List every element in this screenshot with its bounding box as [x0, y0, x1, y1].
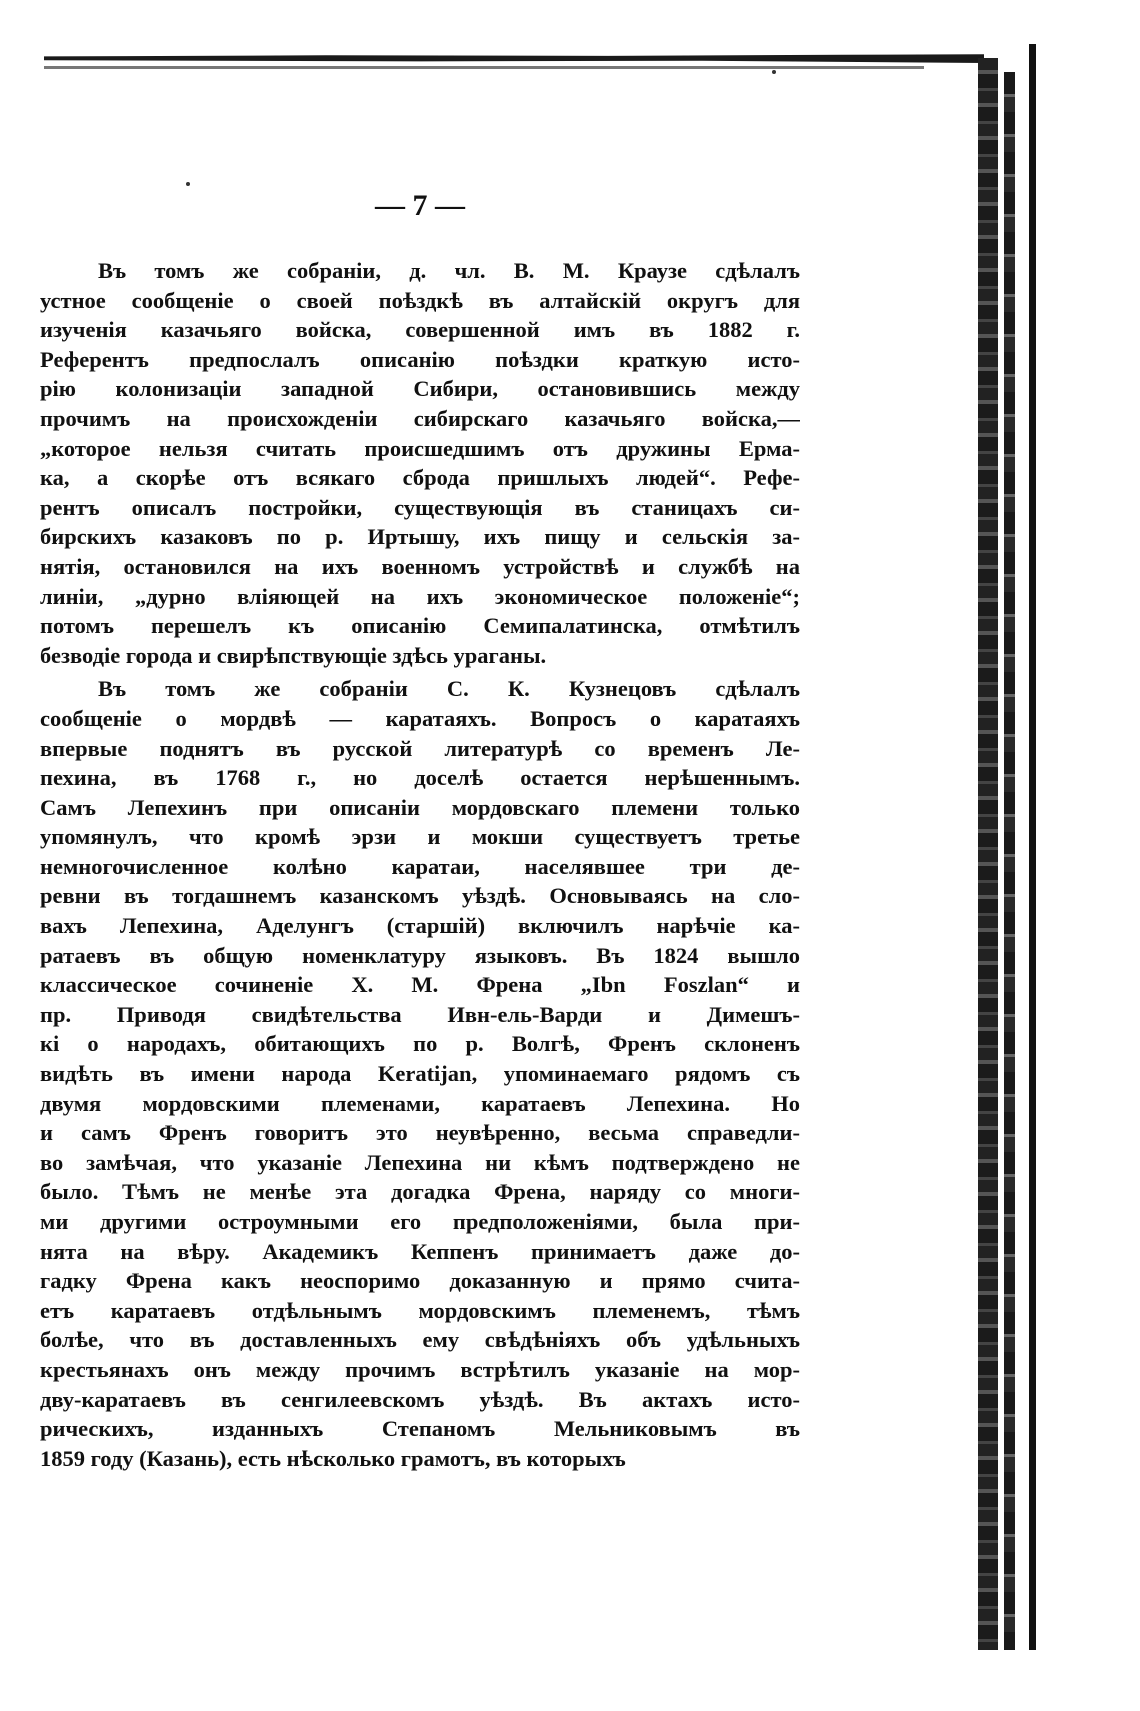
text-line: ревни въ тогдашнемъ казанскомъ уѣздѣ. Основываясь на сло- — [40, 883, 800, 909]
text-line: безводіе города и свирѣпствующіе здѣсь ураганы. — [40, 642, 547, 668]
text-line: Въ томъ же собраніи, д. чл. В. М. Краузе сдѣлалъ — [98, 258, 800, 283]
text-line: Въ томъ же собраніи С. К. Кузнецовъ сдѣлалъ — [98, 676, 800, 702]
paragraph — [40, 256, 800, 670]
paragraph — [40, 674, 800, 1473]
text-line: нята на вѣру. Академикъ Кеппенъ принимаетъ даже до- — [40, 1238, 800, 1264]
text-line: впервые поднятъ въ русской литературѣ со временъ Ле- — [40, 735, 800, 761]
text-line: линіи, „дурно вліяющей на ихъ экономическое положеніе“; — [40, 583, 800, 609]
text-line: рію колонизаціи западной Сибири, остановившись между — [40, 376, 800, 402]
text-line: ми другими остроумными его предположеніями, была при- — [40, 1209, 800, 1234]
text-line: классическое сочиненіе Х. М. Френа „Ibn Foszlan“ и — [40, 972, 800, 998]
text-line: бирскихъ казаковъ по р. Иртышу, ихъ пищу и сельскія за- — [40, 524, 800, 550]
text-line: двумя мордовскими племенами, каратаевъ Лепехина. Но — [40, 1090, 800, 1116]
text-line: устное сообщеніе о своей поѣздкѣ въ алтайскій округъ для — [40, 287, 800, 313]
text-line: ка, а скорѣе отъ всякаго сброда пришлыхъ людей“. Рефе- — [40, 465, 800, 491]
text-line: гадку Френа какъ неоспоримо доказанную и прямо счита- — [40, 1268, 800, 1294]
text-line: рическихъ, изданныхъ Степаномъ Мельниковымъ въ — [40, 1416, 800, 1442]
text-line: было. Тѣмъ не менѣе эта догадка Френа, наряду со многи- — [40, 1179, 800, 1205]
text-line: изученія казачьяго войска, совершенной имъ въ 1882 г. — [40, 317, 800, 343]
text-line: ратаевъ въ общую номенклатуру языковъ. Въ 1824 вышло — [40, 942, 800, 968]
text-line: рентъ описалъ постройки, существующія въ станицахъ си- — [40, 494, 800, 520]
text-line: „которое нельзя считать происшедшимъ отъ дружины Ерма- — [40, 435, 800, 461]
scan-right-edge-outer — [1029, 44, 1036, 1650]
text-line: пр. Приводя свидѣтельства Ивн-ель-Варди и Димешъ- — [40, 1001, 800, 1027]
text-line: немногочисленное колѣно каратаи, населявшее три де- — [40, 853, 800, 879]
text-line: и самъ Френъ говоритъ это неувѣренно, весьма справедли- — [40, 1120, 800, 1146]
text-line: пехина, въ 1768 г., но доселѣ остается нерѣшеннымъ. — [40, 765, 800, 791]
text-line: упомянулъ, что кромѣ эрзи и мокши существуетъ третье — [40, 824, 800, 850]
text-line: потомъ перешелъ къ описанію Семипалатинска, отмѣтилъ — [40, 613, 800, 639]
scan-right-edge-inner — [1004, 72, 1015, 1650]
text-line: прочимъ на происхожденіи сибирскаго казачьяго войска,— — [40, 405, 800, 431]
text-line: видѣть въ имени народа Keratijan, упоминаемаго рядомъ съ — [40, 1061, 800, 1087]
text-line: кі о народахъ, обитающихъ по р. Волгѣ, Френъ склоненъ — [40, 1031, 800, 1057]
text-line: Самъ Лепехинъ при описаніи мордовскаго племени только — [40, 794, 800, 820]
body-text — [40, 256, 800, 1473]
text-line: етъ каратаевъ отдѣльнымъ мордовскимъ племенемъ, тѣмъ — [40, 1297, 800, 1323]
scan-right-edge — [978, 58, 998, 1650]
scan-top-border-shadow — [44, 66, 924, 69]
text-line: крестьянахъ онъ между прочимъ встрѣтилъ указаніе на мор- — [40, 1356, 800, 1382]
text-line: дву-каратаевъ въ сенгилеевскомъ уѣздѣ. Въ актахъ исто- — [40, 1386, 800, 1412]
scan-speck — [772, 70, 776, 74]
text-line: вахъ Лепехина, Аделунгъ (старшій) включилъ нарѣчіе ка- — [40, 913, 800, 939]
text-line: болѣе, что въ доставленныхъ ему свѣдѣніяхъ объ удѣльныхъ — [40, 1327, 800, 1353]
page-number: — 7 — — [375, 189, 465, 222]
text-line: во замѣчая, что указаніе Лепехина ни кѣмъ подтверждено не — [40, 1149, 800, 1175]
text-line: сообщеніе о мордвѣ — каратаяхъ. Вопросъ о каратаяхъ — [40, 705, 800, 731]
scan-speck — [186, 182, 190, 186]
text-line: Референтъ предпослалъ описанію поѣздки краткую исто- — [40, 346, 800, 372]
text-line: 1859 году (Казань), есть нѣсколько грамотъ, въ которыхъ — [40, 1445, 626, 1471]
text-line: нятія, остановился на ихъ военномъ устройствѣ и службѣ на — [40, 553, 800, 579]
scan-top-border — [44, 52, 984, 63]
